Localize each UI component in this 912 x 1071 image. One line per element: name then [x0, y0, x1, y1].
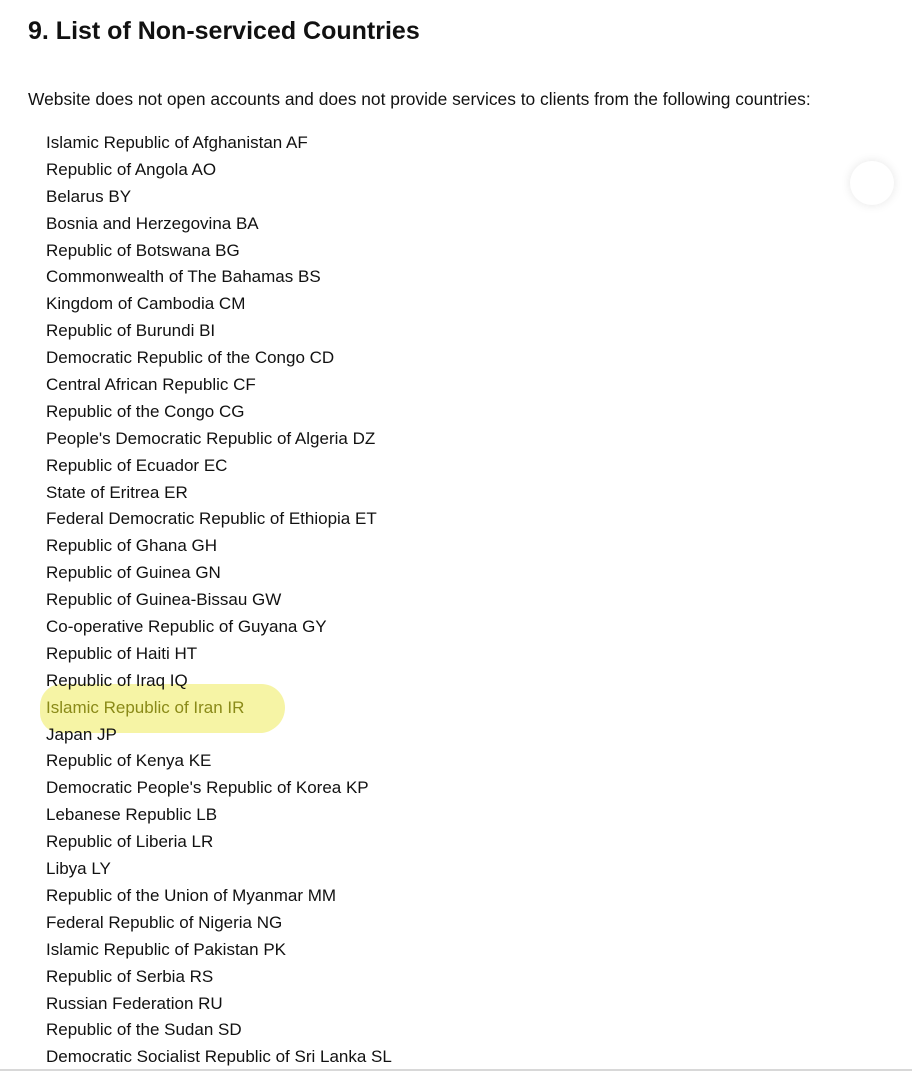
country-item: Democratic People's Republic of Korea KP [46, 778, 369, 798]
country-item: Republic of the Congo CG [46, 401, 245, 421]
country-item: Libya LY [46, 859, 111, 879]
country-item: State of Eritrea ER [46, 482, 188, 502]
country-item: Central African Republic CF [46, 375, 256, 395]
section-title: 9. List of Non-serviced Countries [28, 17, 420, 45]
country-item: Democratic Socialist Republic of Sri Lanka SL [46, 1047, 392, 1067]
country-item: Republic of Botswana BG [46, 240, 240, 260]
country-item: Federal Republic of Nigeria NG [46, 912, 283, 932]
country-item: Russian Federation RU [46, 993, 223, 1013]
country-item: Japan JP [46, 724, 117, 744]
country-item: Federal Democratic Republic of Ethiopia ET [46, 509, 377, 529]
country-item: Republic of Serbia RS [46, 966, 214, 986]
country-item: Commonwealth of The Bahamas BS [46, 267, 321, 287]
country-item: Co-operative Republic of Guyana GY [46, 617, 327, 637]
country-item: Republic of Liberia LR [46, 832, 214, 852]
country-item: Belarus BY [46, 186, 132, 206]
country-item: Republic of the Sudan SD [46, 1020, 242, 1040]
country-item: Bosnia and Herzegovina BA [46, 213, 259, 233]
country-item: Republic of Haiti HT [46, 643, 198, 663]
country-item: Republic of Kenya KE [46, 751, 212, 771]
country-item: Republic of Iraq IQ [46, 670, 188, 690]
country-item: Republic of Ghana GH [46, 536, 218, 556]
country-list [46, 130, 392, 1071]
country-item: Republic of Burundi BI [46, 321, 216, 341]
country-item: Republic of the Union of Myanmar MM [46, 885, 337, 905]
country-item: Republic of Angola AO [46, 159, 217, 179]
country-item: Lebanese Republic LB [46, 805, 218, 825]
country-item: Republic of Ecuador EC [46, 455, 228, 475]
country-item: Kingdom of Cambodia CM [46, 294, 246, 314]
country-item: Republic of Guinea GN [46, 563, 221, 583]
country-item: Islamic Republic of Afghanistan AF [46, 133, 308, 152]
country-item: Islamic Republic of Pakistan PK [46, 939, 286, 959]
country-item: Democratic Republic of the Congo CD [46, 348, 335, 368]
floating-scroll-button[interactable] [850, 161, 894, 205]
country-item: Republic of Guinea-Bissau GW [46, 590, 282, 610]
country-item-highlighted: Islamic Republic of Iran IR [46, 697, 245, 717]
country-item: People's Democratic Republic of Algeria DZ [46, 428, 376, 448]
intro-text: Website does not open accounts and does not provide services to clients from the following countries: [28, 89, 811, 109]
